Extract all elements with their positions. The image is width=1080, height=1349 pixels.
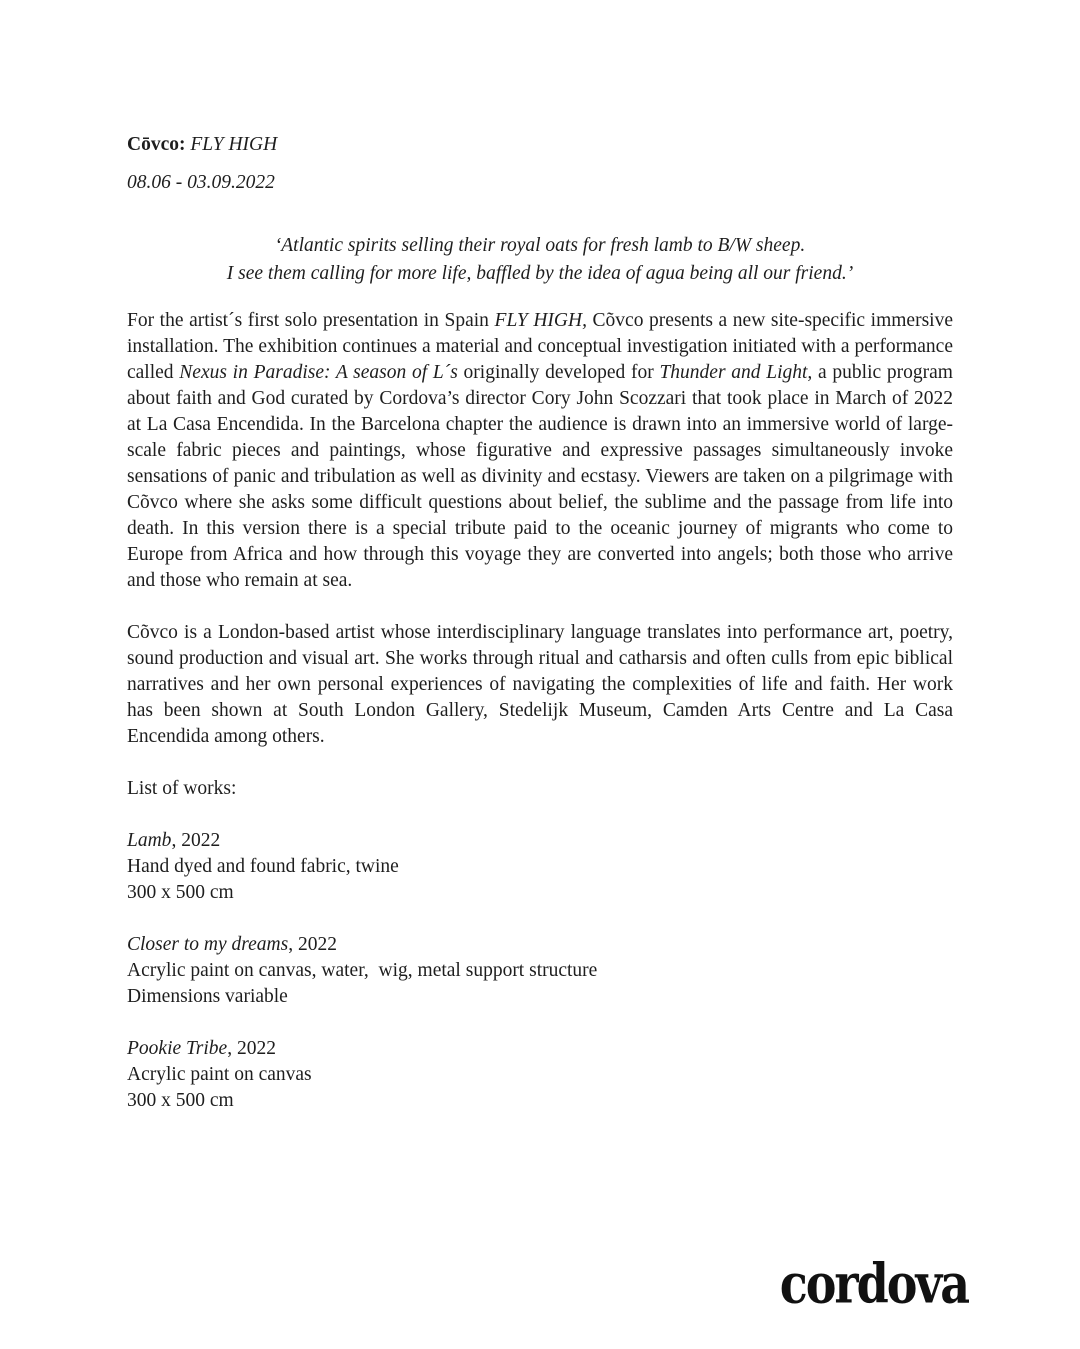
work-title: Lamb xyxy=(127,830,172,851)
work-title-line xyxy=(127,828,953,854)
artist-quote xyxy=(127,232,953,288)
quote-line-2: I see them calling for more life, baffled by the idea of agua being all our friend.’ xyxy=(226,263,854,284)
exhibition-dates: 08.06 - 03.09.2022 xyxy=(127,172,275,193)
work-title: Pookie Tribe xyxy=(127,1038,228,1059)
press-release-page xyxy=(127,132,953,1114)
work-title: Closer to my dreams xyxy=(127,934,289,955)
artist-name: Cōvco: xyxy=(127,134,186,155)
body-paragraph-1: For the artist´s first solo presentation in Spain FLY HIGH, Cõvco presents a new site-specific immersive installation. The exhibition continues a material and conceptual investigation initiated with a performance called Nexus in Paradise: A season of L´s originally developed for Thunder and Light, a public program about faith and God curated by Cordova’s director Cory John Scozzari that took place in March of 2022 at La Casa Encendida. In the Barcelona chapter the audience is drawn into an immersive world of large-scale fabric pieces and paintings, whose figurative and expressive passages simultaneously invoke sensations of panic and tribulation as well as divinity and ecstasy. Viewers are taken on a pilgrimage with Cõvco where she asks some difficult questions about belief, the sublime and the passage from life into death. In this version there is a special tribute paid to the oceanic journey of migrants who come to Europe from Africa and how through this voyage they are converted into angels; both those who arrive and those who remain at sea. xyxy=(127,310,953,591)
work-medium: Hand dyed and found fabric, twine xyxy=(127,856,399,877)
work-title-line xyxy=(127,932,953,958)
work-item-lamb xyxy=(127,828,953,906)
work-year: , 2022 xyxy=(288,934,337,955)
work-medium: Acrylic paint on canvas, water, wig, metal support structure xyxy=(127,960,598,981)
exhibition-title: FLY HIGH xyxy=(190,134,278,155)
work-dimensions: Dimensions variable xyxy=(127,986,288,1007)
work-year: , 2022 xyxy=(171,830,221,851)
work-title-line xyxy=(127,1036,953,1062)
work-year: , 2022 xyxy=(227,1038,276,1059)
work-item-pookie-tribe xyxy=(127,1036,953,1114)
work-dimensions: 300 x 500 cm xyxy=(127,882,234,903)
quote-line-1: ‘Atlantic spirits selling their royal oats for fresh lamb to B/W sheep. xyxy=(274,235,806,256)
list-of-works-heading: List of works: xyxy=(127,778,237,799)
work-dimensions: 300 x 500 cm xyxy=(127,1090,234,1111)
exhibition-title-line xyxy=(127,132,953,158)
work-item-closer-to-my-dreams xyxy=(127,932,953,1010)
cordova-gallery-logo: cordova xyxy=(779,1252,968,1316)
body-paragraph-2: Cõvco is a London-based artist whose interdisciplinary language translates into performance art, poetry, sound production and visual art. She works through ritual and catharsis and often culls from epic biblical narratives and her own personal experiences of navigating the complexities of life and faith. Her work has been shown at South London Gallery, Stedelijk Museum, Camden Arts Centre and La Casa Encendida among others. xyxy=(127,622,953,747)
work-medium: Acrylic paint on canvas xyxy=(127,1064,312,1085)
